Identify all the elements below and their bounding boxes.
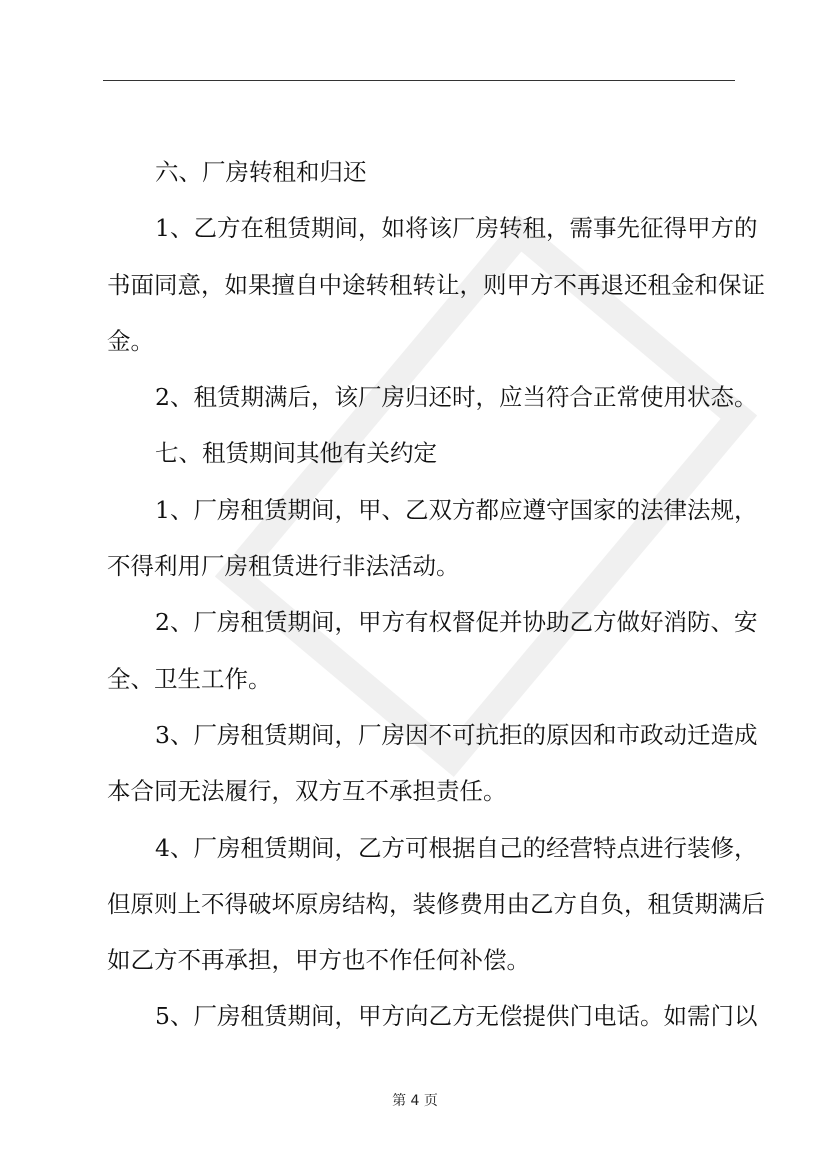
paragraph-line: 2、租赁期满后，该厂房归还时，应当符合正常使用状态。 bbox=[155, 383, 758, 412]
paragraph-line: 不得利用厂房租赁进行非法活动。 bbox=[107, 552, 460, 581]
paragraph-line: 4、厂房租赁期间，乙方可根据自己的经营特点进行装修， bbox=[155, 833, 758, 862]
paragraph-line: 六、厂房转租和归还 bbox=[155, 158, 367, 186]
header-rule bbox=[103, 80, 735, 81]
paragraph-line: 本合同无法履行，双方互不承担责任。 bbox=[107, 777, 507, 806]
paragraph-line: 如乙方不再承担，甲方也不作任何补偿。 bbox=[107, 946, 530, 975]
paragraph-line: 2、厂房租赁期间，甲方有权督促并协助乙方做好消防、安 bbox=[155, 608, 758, 637]
paragraph-line: 金。 bbox=[107, 326, 154, 355]
document-body bbox=[107, 144, 765, 1045]
paragraph-line: 七、租赁期间其他有关约定 bbox=[155, 439, 437, 468]
paragraph-line: 书面同意，如果擅自中途转租转让，则甲方不再退还租金和保证 bbox=[107, 270, 765, 299]
paragraph-line: 3、厂房租赁期间，厂房因不可抗拒的原因和市政动迁造成 bbox=[155, 720, 758, 749]
paragraph-line: 1、乙方在租赁期间，如将该厂房转租，需事先征得甲方的 bbox=[155, 214, 758, 243]
paragraph-line: 5、厂房租赁期间，甲方向乙方无偿提供门电话。如需门以 bbox=[155, 1002, 758, 1031]
paragraph-line: 1、厂房租赁期间，甲、乙双方都应遵守国家的法律法规， bbox=[155, 495, 758, 524]
paragraph-line: 但原则上不得破坏原房结构，装修费用由乙方自负，租赁期满后 bbox=[107, 889, 765, 918]
page-number: 第 4 页 bbox=[392, 1093, 438, 1109]
paragraph-line: 全、卫生工作。 bbox=[107, 664, 272, 693]
